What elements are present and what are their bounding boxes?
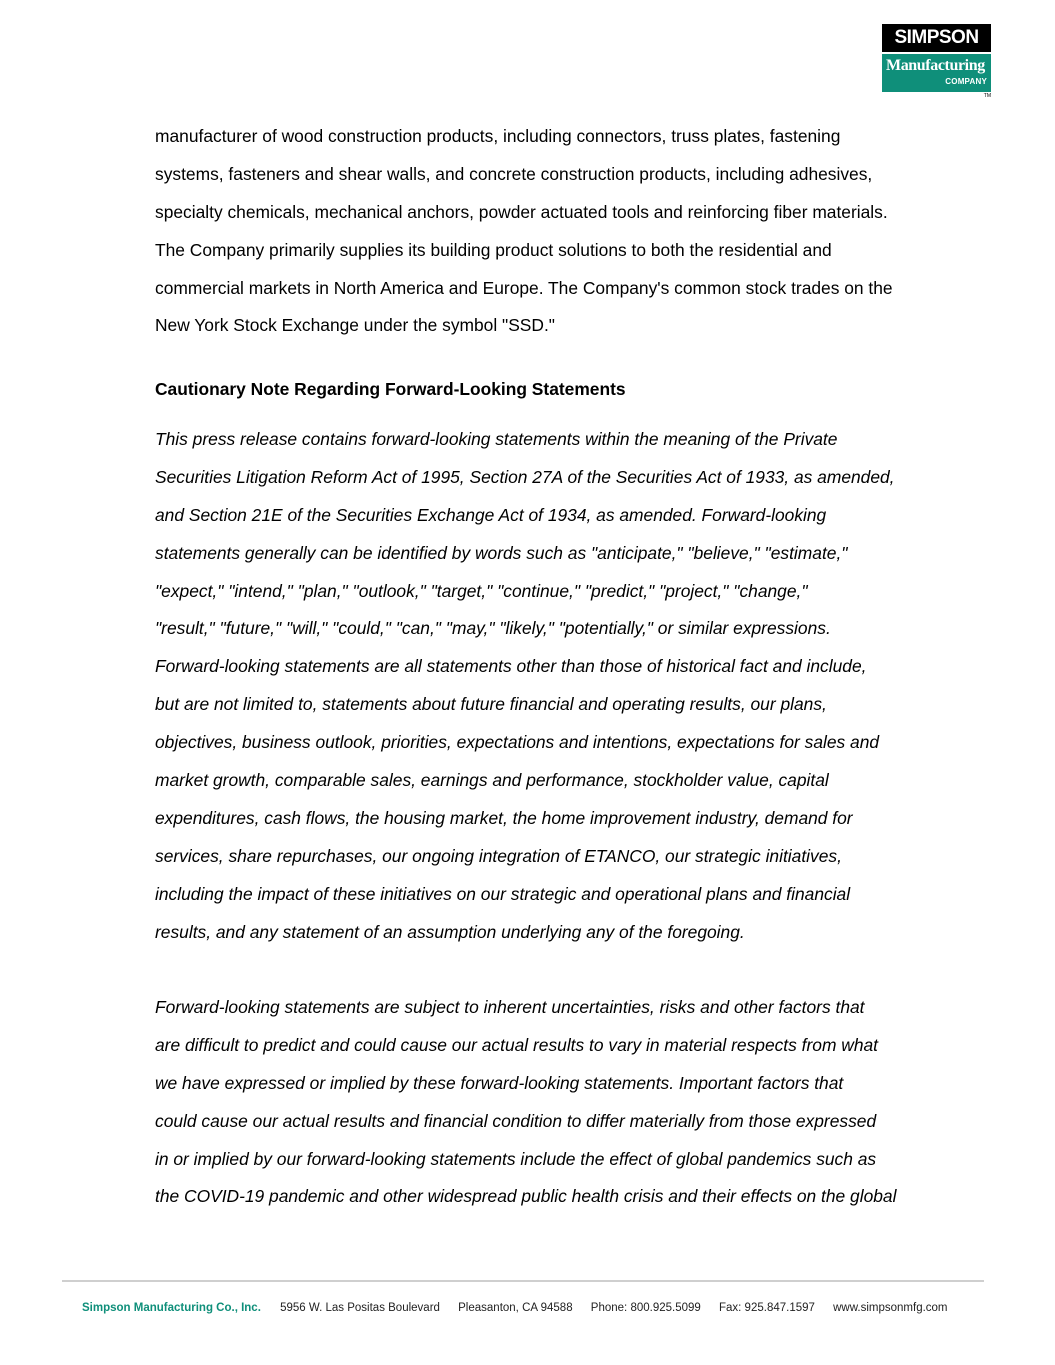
paragraph-line: "result," "future," "will," "could," "can," "may," "likely," "potentially," or similar expressions. xyxy=(155,618,831,639)
footer-phone: Phone: 800.925.5099 xyxy=(590,1302,701,1314)
logo-manufacturing-block xyxy=(882,54,991,92)
forward-looking-paragraph-1 xyxy=(155,421,975,951)
paragraph-line: and Section 21E of the Securities Exchange Act of 1934, as amended. Forward-looking xyxy=(155,504,827,525)
paragraph-line: but are not limited to, statements about future financial and operating results, our plans, xyxy=(155,694,827,715)
intro-line: commercial markets in North America and Europe. The Company's common stock trades on the xyxy=(155,277,893,298)
logo-trademark: TM xyxy=(983,93,991,99)
paragraph-line: "expect," "intend," "plan," "outlook," "target," "continue," "predict," "project," "change," xyxy=(155,580,808,601)
company-logo xyxy=(882,24,991,98)
footer xyxy=(82,1302,963,1314)
logo-manufacturing-text: Manufacturing xyxy=(886,57,985,74)
section-heading: Cautionary Note Regarding Forward-Looking Statements xyxy=(155,379,626,399)
footer-fax: Fax: 925.847.1597 xyxy=(719,1302,815,1314)
paragraph-line: Forward-looking statements are all statements other than those of historical fact and include, xyxy=(155,656,867,677)
logo-company-text: COMPANY xyxy=(945,77,987,86)
forward-looking-paragraph-2 xyxy=(155,989,975,1216)
intro-line: systems, fasteners and shear walls, and concrete construction products, including adhesives, xyxy=(155,163,873,184)
paragraph-line: Forward-looking statements are subject to inherent uncertainties, risks and other factors that xyxy=(155,997,865,1017)
intro-paragraph xyxy=(155,118,975,345)
paragraph-line: market growth, comparable sales, earnings and performance, stockholder value, capital xyxy=(155,770,829,791)
footer-website-link[interactable]: www.simpsonmfg.com xyxy=(833,1302,948,1314)
footer-company-name: Simpson Manufacturing Co., Inc. xyxy=(82,1302,261,1314)
paragraph-line: including the impact of these initiatives on our strategic and operational plans and financial xyxy=(155,883,851,904)
paragraph-line: Securities Litigation Reform Act of 1995, Section 27A of the Securities Act of 1933, as amended, xyxy=(155,466,895,487)
intro-line: specialty chemicals, mechanical anchors, powder actuated tools and reinforcing fiber materials. xyxy=(155,201,888,222)
intro-line: manufacturer of wood construction products, including connectors, truss plates, fastening xyxy=(155,126,841,146)
footer-address: 5956 W. Las Positas Boulevard xyxy=(280,1302,440,1314)
paragraph-line: This press release contains forward-looking statements within the meaning of the Private xyxy=(155,429,838,449)
paragraph-line: we have expressed or implied by these forward-looking statements. Important factors that xyxy=(155,1072,844,1093)
paragraph-line: services, share repurchases, our ongoing integration of ETANCO, our strategic initiatives, xyxy=(155,845,842,866)
footer-city: Pleasanton, CA 94588 xyxy=(458,1302,573,1314)
paragraph-line: the COVID-19 pandemic and other widespread public health crisis and their effects on the global xyxy=(155,1186,897,1207)
paragraph-line: could cause our actual results and financial condition to differ materially from those expressed xyxy=(155,1110,877,1131)
paragraph-line: objectives, business outlook, priorities, expectations and intentions, expectations for sales and xyxy=(155,732,880,753)
paragraph-line: expenditures, cash flows, the housing market, the home improvement industry, demand for xyxy=(155,807,853,828)
footer-divider xyxy=(62,1280,984,1282)
paragraph-line: statements generally can be identified by words such as "anticipate," "believe," "estimate," xyxy=(155,542,848,563)
paragraph-line: results, and any statement of an assumption underlying any of the foregoing. xyxy=(155,921,745,942)
paragraph-line: are difficult to predict and could cause our actual results to vary in material respects from what xyxy=(155,1034,879,1055)
paragraph-line: in or implied by our forward-looking statements include the effect of global pandemics such as xyxy=(155,1148,877,1169)
intro-line: The Company primarily supplies its building product solutions to both the residential and xyxy=(155,239,832,260)
intro-line: New York Stock Exchange under the symbol "SSD." xyxy=(155,315,555,336)
logo-simpson-text: SIMPSON xyxy=(882,24,991,52)
